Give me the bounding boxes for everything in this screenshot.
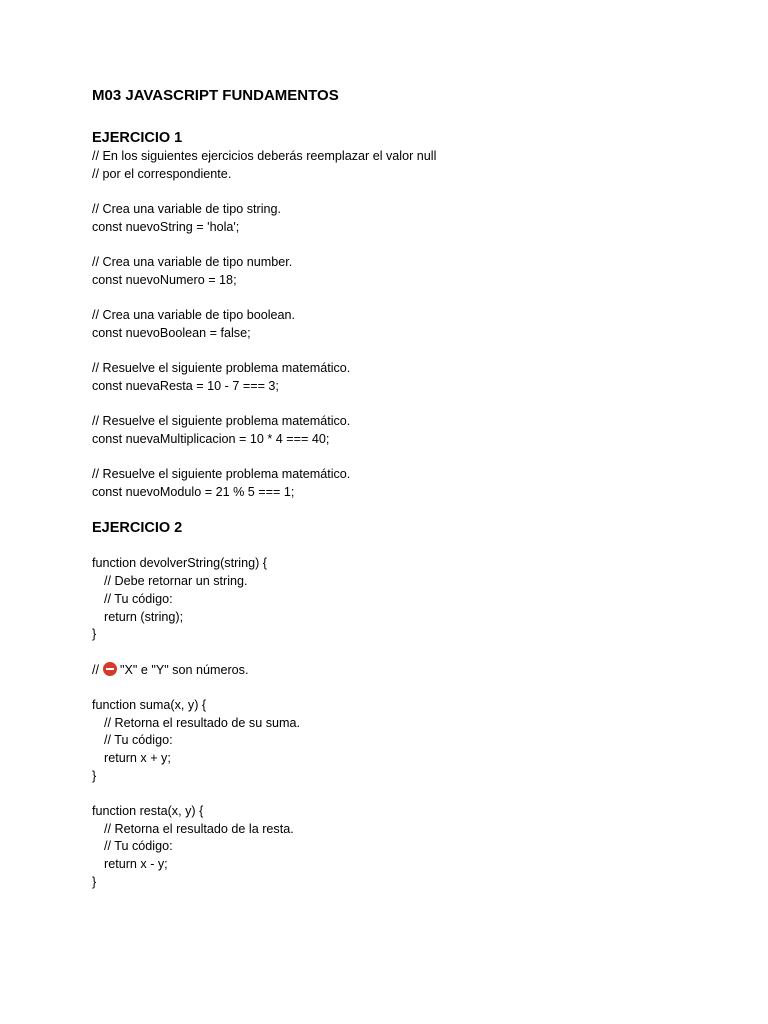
code-line: const nuevoBoolean = false;	[92, 325, 251, 340]
code-line: // Resuelve el siguiente problema matemático.	[92, 361, 351, 376]
code-line: return (string);	[104, 609, 184, 624]
blank-line	[92, 343, 732, 361]
exercise-2-heading: EJERCICIO 2	[92, 519, 183, 536]
code-line: }	[92, 874, 97, 889]
code-line: // Crea una variable de tipo number.	[92, 255, 293, 270]
code-line: }	[92, 768, 97, 783]
code-line: return x - y;	[104, 857, 168, 872]
code-line: return x + y;	[104, 751, 171, 765]
document-page	[92, 86, 732, 892]
code-line: // Resuelve el siguiente problema matemático.	[92, 414, 351, 429]
code-line: // Crea una variable de tipo string.	[92, 202, 282, 217]
exercise-1-heading: EJERCICIO 1	[92, 130, 183, 146]
code-line: // Tu código:	[104, 733, 173, 748]
code-line: // Retorna el resultado de la resta.	[104, 821, 294, 836]
function-devolver-string	[92, 555, 732, 643]
code-line: // En los siguientes ejercicios deberás reemplazar el valor null	[92, 149, 437, 163]
code-line: function resta(x, y) {	[92, 804, 204, 819]
code-line: function devolverString(string) {	[92, 556, 267, 571]
code-line: // Debe retornar un string.	[104, 574, 248, 589]
code-line: const nuevoNumero = 18;	[92, 272, 237, 287]
code-line: function suma(x, y) {	[92, 697, 207, 712]
code-line: // Resuelve el siguiente problema matemático.	[92, 467, 351, 482]
exercise-1-code	[92, 148, 732, 502]
code-line: // Tu código:	[104, 591, 173, 606]
code-line: const nuevoModulo = 21 % 5 === 1;	[92, 485, 295, 500]
document-title: M03 JAVASCRIPT FUNDAMENTOS	[92, 87, 339, 104]
note-prefix: //	[92, 662, 99, 677]
function-resta	[92, 803, 732, 891]
note-text: "X" e "Y" son números.	[120, 662, 249, 677]
code-line: const nuevoString = 'hola';	[92, 219, 240, 234]
code-line: // por el correspondiente.	[92, 166, 232, 181]
code-line: // Crea una variable de tipo boolean.	[92, 308, 296, 323]
blank-line	[92, 236, 732, 254]
code-line: // Tu código:	[104, 839, 173, 854]
note-line	[92, 662, 732, 680]
code-line: const nuevaMultiplicacion = 10 * 4 === 40;	[92, 432, 330, 446]
code-line: // Retorna el resultado de su suma.	[104, 715, 301, 730]
code-line: }	[92, 627, 97, 642]
blank-line	[92, 396, 732, 414]
blank-line	[92, 290, 732, 308]
code-line: const nuevaResta = 10 - 7 === 3;	[92, 378, 279, 393]
function-suma	[92, 697, 732, 785]
no-entry-icon	[103, 662, 117, 676]
blank-line	[92, 183, 732, 201]
blank-line	[92, 449, 732, 467]
